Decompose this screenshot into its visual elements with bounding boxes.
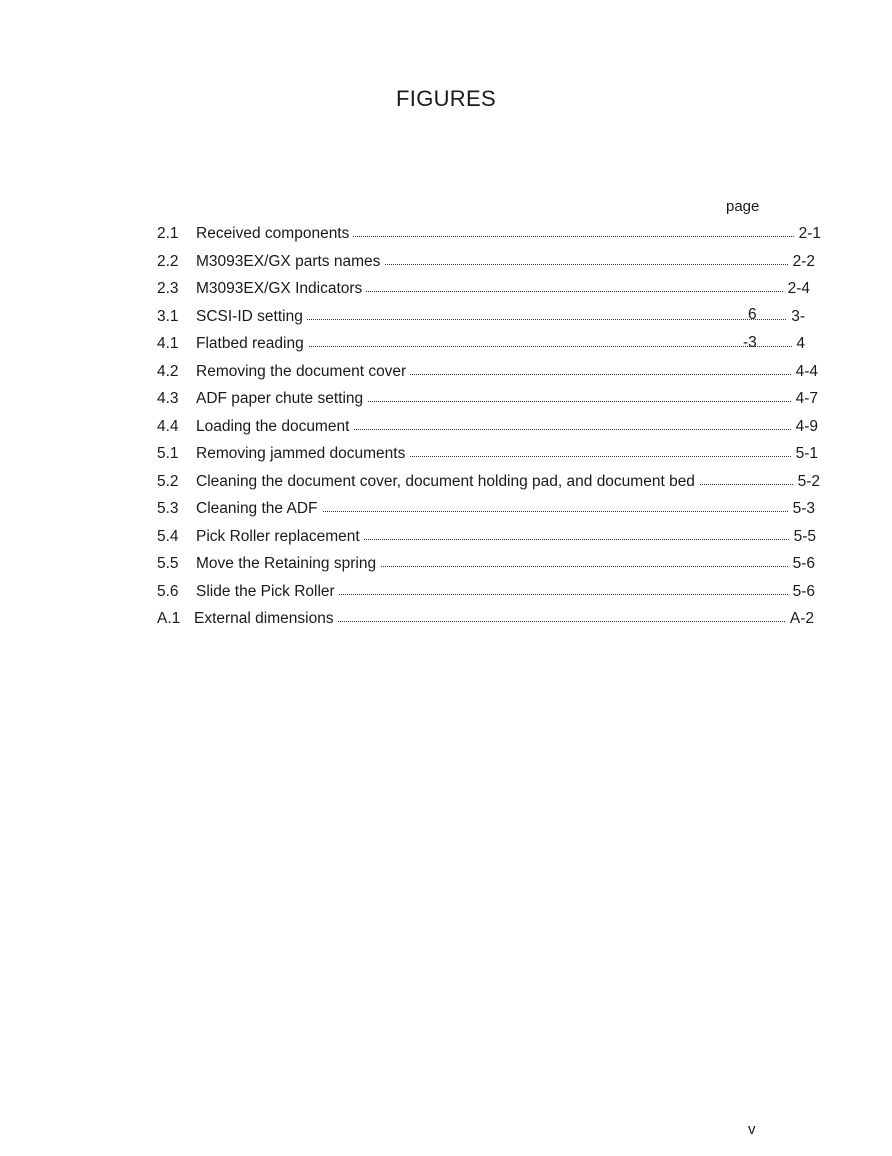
toc-entry[interactable]	[157, 470, 827, 498]
figure-number: 5.5	[157, 555, 179, 572]
figure-title: Move the Retaining spring	[196, 552, 380, 576]
figure-title: Received components	[196, 222, 353, 246]
figure-title: SCSI-ID setting	[196, 305, 307, 329]
figure-title: Loading the document	[196, 415, 353, 439]
page-reference: 4-4	[792, 360, 818, 384]
figure-title: Cleaning the ADF	[196, 497, 322, 521]
page-reference: A-2	[786, 607, 814, 631]
stray-page-fragment: 6	[748, 306, 757, 323]
toc-entry[interactable]	[157, 360, 827, 388]
toc-entry[interactable]	[157, 497, 827, 525]
page-reference: 5-3	[789, 497, 815, 521]
toc-entry[interactable]	[157, 607, 827, 635]
toc-entry[interactable]	[157, 552, 827, 580]
page-number: v	[748, 1121, 756, 1138]
figure-title: Slide the Pick Roller	[196, 580, 339, 604]
page-column-header: page	[726, 198, 760, 215]
toc-entry[interactable]	[157, 332, 827, 360]
figure-number: 4.4	[157, 417, 179, 435]
figure-number: 5.1	[157, 445, 179, 462]
page-reference: 5-2	[794, 470, 820, 494]
figure-number: 4.1	[157, 335, 179, 352]
figure-title: Flatbed reading	[196, 332, 308, 356]
figure-title: Cleaning the document cover, document holding pad, and document bed	[196, 470, 699, 494]
page-reference: 5-5	[790, 525, 816, 549]
toc-entry[interactable]	[157, 250, 827, 278]
figure-list	[157, 222, 827, 635]
figure-number: 5.2	[157, 472, 179, 490]
figure-number: 5.6	[157, 582, 179, 600]
toc-entry[interactable]	[157, 387, 827, 415]
figure-number: 5.3	[157, 500, 179, 517]
figure-title: Removing jammed documents	[196, 442, 409, 466]
page-reference: 5-6	[789, 580, 815, 604]
page-reference: 2-1	[795, 222, 821, 246]
figure-number: 3.1	[157, 307, 179, 325]
figure-title: External dimensions	[194, 607, 338, 631]
toc-entry[interactable]	[157, 415, 827, 443]
page-reference: 4-7	[792, 387, 818, 411]
toc-entry[interactable]	[157, 525, 827, 553]
page-reference: 3-	[787, 305, 805, 329]
figure-title: M3093EX/GX Indicators	[196, 277, 366, 301]
figure-number: 4.2	[157, 362, 179, 380]
stray-page-fragment: -3	[743, 334, 757, 351]
figure-number: 4.3	[157, 390, 179, 407]
figure-title: M3093EX/GX parts names	[196, 250, 384, 274]
page-reference: 5-1	[792, 442, 818, 466]
figure-number: 2.2	[157, 252, 179, 270]
toc-entry[interactable]	[157, 580, 827, 608]
toc-entry[interactable]	[157, 305, 827, 333]
page-title: FIGURES	[396, 86, 496, 111]
page-reference: 4	[792, 332, 805, 356]
figure-number: 2.3	[157, 280, 179, 297]
page-reference: 2-4	[784, 277, 810, 301]
figure-number: 5.4	[157, 527, 179, 545]
figure-title: ADF paper chute setting	[196, 387, 367, 411]
figure-title: Pick Roller replacement	[196, 525, 364, 549]
figure-number: A.1	[157, 610, 181, 627]
page-reference: 2-2	[789, 250, 815, 274]
toc-entry[interactable]	[157, 222, 827, 250]
page-reference: 4-9	[792, 415, 818, 439]
toc-entry[interactable]	[157, 277, 827, 305]
toc-entry[interactable]	[157, 442, 827, 470]
figure-number: 2.1	[157, 225, 179, 242]
figure-title: Removing the document cover	[196, 360, 410, 384]
page-reference: 5-6	[789, 552, 815, 576]
